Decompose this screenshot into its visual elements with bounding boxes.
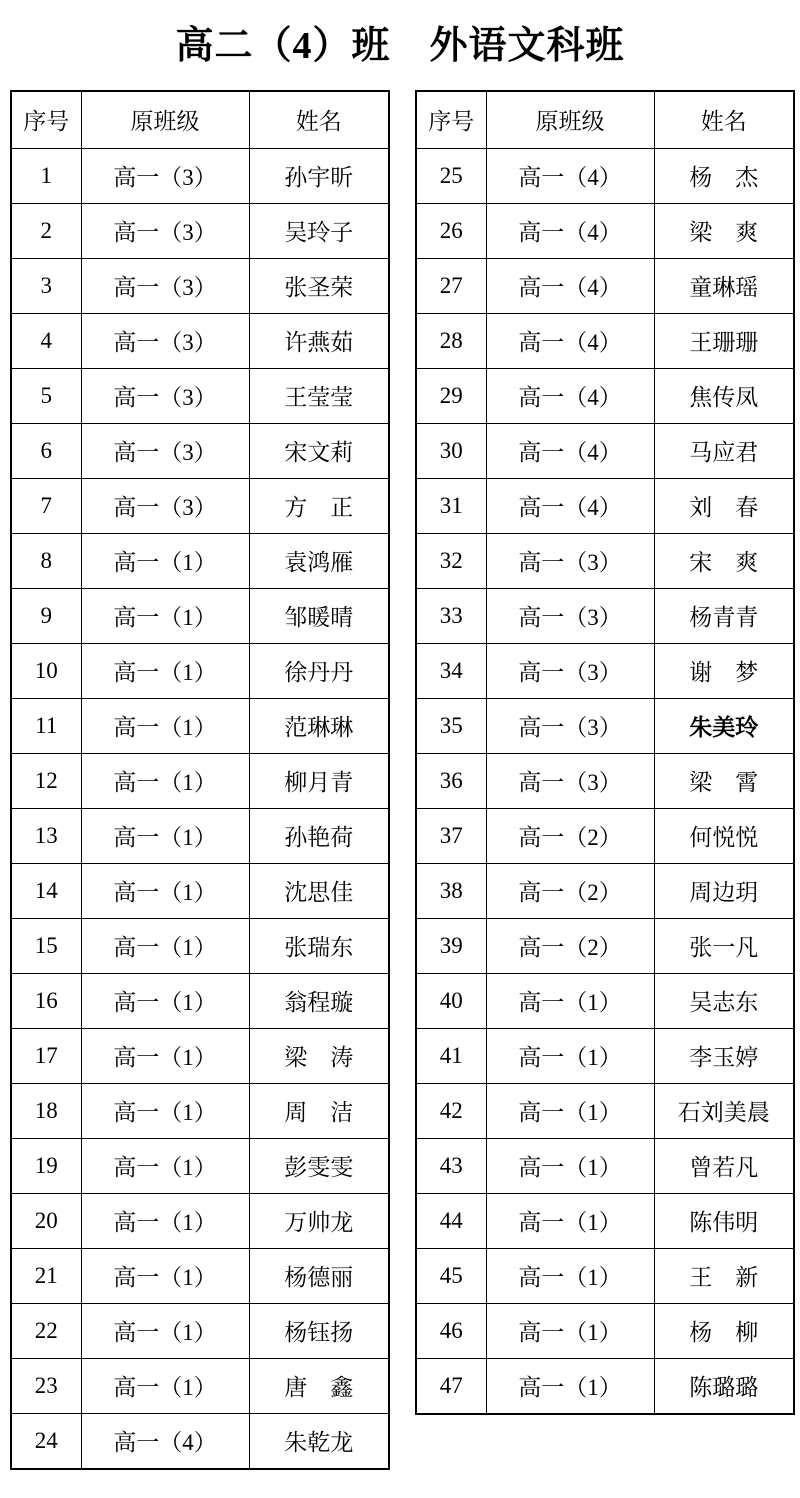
table-row [416, 313, 794, 368]
table-row [416, 973, 794, 1028]
row-number-cell: 3 [11, 258, 81, 313]
orig-class-cell: 高一（3） [486, 588, 654, 643]
row-number-cell: 23 [11, 1358, 81, 1413]
table-row [416, 698, 794, 753]
row-number-cell: 6 [11, 423, 81, 478]
roster-table-left [10, 90, 390, 1470]
orig-class-cell: 高一（3） [81, 148, 249, 203]
name-cell: 沈思佳 [249, 863, 389, 918]
row-number-cell: 27 [416, 258, 486, 313]
column-header: 序号 [416, 91, 486, 149]
name-cell: 杨青青 [654, 588, 794, 643]
orig-class-cell: 高一（1） [81, 918, 249, 973]
orig-class-cell: 高一（4） [486, 368, 654, 423]
table-row [11, 478, 389, 533]
orig-class-cell: 高一（3） [81, 258, 249, 313]
row-number-cell: 28 [416, 313, 486, 368]
row-number-cell: 16 [11, 973, 81, 1028]
row-number-cell: 34 [416, 643, 486, 698]
column-header: 原班级 [486, 91, 654, 149]
table-row [416, 1028, 794, 1083]
table-row [11, 973, 389, 1028]
orig-class-cell: 高一（1） [486, 1248, 654, 1303]
table-row [11, 1028, 389, 1083]
header-row [11, 91, 389, 149]
row-number-cell: 11 [11, 698, 81, 753]
row-number-cell: 29 [416, 368, 486, 423]
row-number-cell: 33 [416, 588, 486, 643]
row-number-cell: 21 [11, 1248, 81, 1303]
row-number-cell: 8 [11, 533, 81, 588]
name-cell: 石刘美晨 [654, 1083, 794, 1138]
table-row [11, 753, 389, 808]
name-cell: 杨 柳 [654, 1303, 794, 1358]
name-cell: 杨 杰 [654, 148, 794, 203]
orig-class-cell: 高一（1） [81, 973, 249, 1028]
table-row [416, 1193, 794, 1248]
table-row [11, 1358, 389, 1413]
orig-class-cell: 高一（1） [81, 1358, 249, 1413]
name-cell: 范琳琳 [249, 698, 389, 753]
orig-class-cell: 高一（3） [81, 368, 249, 423]
orig-class-cell: 高一（4） [486, 203, 654, 258]
row-number-cell: 9 [11, 588, 81, 643]
table-row [11, 1303, 389, 1358]
row-number-cell: 35 [416, 698, 486, 753]
orig-class-cell: 高一（1） [486, 1138, 654, 1193]
row-number-cell: 24 [11, 1413, 81, 1469]
table-row [416, 753, 794, 808]
name-cell: 杨德丽 [249, 1248, 389, 1303]
row-number-cell: 14 [11, 863, 81, 918]
orig-class-cell: 高一（2） [486, 863, 654, 918]
name-cell: 邹暖晴 [249, 588, 389, 643]
row-number-cell: 26 [416, 203, 486, 258]
name-cell: 彭雯雯 [249, 1138, 389, 1193]
row-number-cell: 10 [11, 643, 81, 698]
name-cell: 杨钰扬 [249, 1303, 389, 1358]
page-title: 高二（4）班 外语文科班 [175, 25, 625, 67]
row-number-cell: 18 [11, 1083, 81, 1138]
column-header: 姓名 [654, 91, 794, 149]
table-row [11, 643, 389, 698]
table-row [11, 148, 389, 203]
row-number-cell: 31 [416, 478, 486, 533]
table-row [11, 1083, 389, 1138]
row-number-cell: 22 [11, 1303, 81, 1358]
roster-table-right [415, 90, 795, 1415]
row-number-cell: 1 [11, 148, 81, 203]
name-cell: 吴玲子 [249, 203, 389, 258]
row-number-cell: 36 [416, 753, 486, 808]
table-row [416, 588, 794, 643]
row-number-cell: 2 [11, 203, 81, 258]
orig-class-cell: 高一（3） [486, 698, 654, 753]
orig-class-cell: 高一（4） [486, 313, 654, 368]
row-number-cell: 45 [416, 1248, 486, 1303]
name-cell: 吴志东 [654, 973, 794, 1028]
orig-class-cell: 高一（1） [486, 1193, 654, 1248]
table-row [416, 1248, 794, 1303]
name-cell: 柳月青 [249, 753, 389, 808]
orig-class-cell: 高一（1） [81, 698, 249, 753]
orig-class-cell: 高一（2） [486, 918, 654, 973]
table-row [416, 423, 794, 478]
name-cell: 陈伟明 [654, 1193, 794, 1248]
table-row [416, 478, 794, 533]
name-cell: 宋 爽 [654, 533, 794, 588]
orig-class-cell: 高一（4） [486, 148, 654, 203]
table-row [11, 258, 389, 313]
row-number-cell: 25 [416, 148, 486, 203]
table-row [11, 808, 389, 863]
table-row [11, 368, 389, 423]
orig-class-cell: 高一（1） [81, 643, 249, 698]
table-row [11, 918, 389, 973]
orig-class-cell: 高一（1） [81, 863, 249, 918]
column-header: 姓名 [249, 91, 389, 149]
table-row [11, 698, 389, 753]
table-row [416, 1358, 794, 1414]
row-number-cell: 46 [416, 1303, 486, 1358]
name-cell: 王珊珊 [654, 313, 794, 368]
orig-class-cell: 高一（3） [81, 478, 249, 533]
table-row [416, 368, 794, 423]
table-row [416, 1138, 794, 1193]
table-row [11, 1413, 389, 1469]
name-cell: 翁程璇 [249, 973, 389, 1028]
name-cell: 王 新 [654, 1248, 794, 1303]
name-cell: 何悦悦 [654, 808, 794, 863]
column-header: 原班级 [81, 91, 249, 149]
name-cell: 袁鸿雁 [249, 533, 389, 588]
name-cell: 童琳瑶 [654, 258, 794, 313]
name-cell: 谢 梦 [654, 643, 794, 698]
name-cell: 朱乾龙 [249, 1413, 389, 1469]
table-row [11, 533, 389, 588]
row-number-cell: 42 [416, 1083, 486, 1138]
name-cell: 梁 爽 [654, 203, 794, 258]
row-number-cell: 12 [11, 753, 81, 808]
name-cell: 孙宇昕 [249, 148, 389, 203]
orig-class-cell: 高一（1） [81, 753, 249, 808]
name-cell: 唐 鑫 [249, 1358, 389, 1413]
orig-class-cell: 高一（1） [81, 808, 249, 863]
table-row [416, 203, 794, 258]
table-row [416, 643, 794, 698]
table-row [11, 863, 389, 918]
row-number-cell: 38 [416, 863, 486, 918]
orig-class-cell: 高一（4） [486, 478, 654, 533]
row-number-cell: 37 [416, 808, 486, 863]
name-cell: 张圣荣 [249, 258, 389, 313]
orig-class-cell: 高一（4） [486, 423, 654, 478]
orig-class-cell: 高一（1） [81, 1138, 249, 1193]
name-cell: 方 正 [249, 478, 389, 533]
table-row [416, 258, 794, 313]
name-cell: 张瑞东 [249, 918, 389, 973]
row-number-cell: 19 [11, 1138, 81, 1193]
table-row [11, 203, 389, 258]
row-number-cell: 30 [416, 423, 486, 478]
table-row [11, 313, 389, 368]
orig-class-cell: 高一（3） [81, 203, 249, 258]
row-number-cell: 32 [416, 533, 486, 588]
orig-class-cell: 高一（3） [486, 533, 654, 588]
orig-class-cell: 高一（1） [486, 1303, 654, 1358]
column-header: 序号 [11, 91, 81, 149]
orig-class-cell: 高一（1） [81, 1083, 249, 1138]
row-number-cell: 47 [416, 1358, 486, 1414]
name-cell: 陈璐璐 [654, 1358, 794, 1414]
table-row [416, 533, 794, 588]
table-row [11, 423, 389, 478]
row-number-cell: 13 [11, 808, 81, 863]
table-row [416, 863, 794, 918]
name-cell: 朱美玲 [654, 698, 794, 753]
name-cell: 梁 霄 [654, 753, 794, 808]
orig-class-cell: 高一（4） [486, 258, 654, 313]
roster-tables-container [0, 90, 800, 1470]
orig-class-cell: 高一（1） [81, 1028, 249, 1083]
name-cell: 梁 涛 [249, 1028, 389, 1083]
orig-class-cell: 高一（1） [81, 1248, 249, 1303]
table-row [11, 1193, 389, 1248]
orig-class-cell: 高一（4） [81, 1413, 249, 1469]
orig-class-cell: 高一（1） [486, 1083, 654, 1138]
orig-class-cell: 高一（3） [486, 643, 654, 698]
name-cell: 马应君 [654, 423, 794, 478]
row-number-cell: 20 [11, 1193, 81, 1248]
row-number-cell: 4 [11, 313, 81, 368]
row-number-cell: 17 [11, 1028, 81, 1083]
table-row [416, 1303, 794, 1358]
table-row [11, 1248, 389, 1303]
table-row [416, 808, 794, 863]
name-cell: 徐丹丹 [249, 643, 389, 698]
name-cell: 焦传凤 [654, 368, 794, 423]
name-cell: 曾若凡 [654, 1138, 794, 1193]
orig-class-cell: 高一（3） [486, 753, 654, 808]
orig-class-cell: 高一（1） [81, 588, 249, 643]
name-cell: 周边玥 [654, 863, 794, 918]
orig-class-cell: 高一（1） [81, 1303, 249, 1358]
table-row [416, 918, 794, 973]
header-row [416, 91, 794, 149]
orig-class-cell: 高一（3） [81, 423, 249, 478]
name-cell: 万帅龙 [249, 1193, 389, 1248]
row-number-cell: 41 [416, 1028, 486, 1083]
orig-class-cell: 高一（1） [486, 1358, 654, 1414]
name-cell: 宋文莉 [249, 423, 389, 478]
name-cell: 刘 春 [654, 478, 794, 533]
name-cell: 孙艳荷 [249, 808, 389, 863]
name-cell: 王莹莹 [249, 368, 389, 423]
name-cell: 许燕茹 [249, 313, 389, 368]
row-number-cell: 43 [416, 1138, 486, 1193]
orig-class-cell: 高一（3） [81, 313, 249, 368]
row-number-cell: 7 [11, 478, 81, 533]
orig-class-cell: 高一（1） [486, 973, 654, 1028]
orig-class-cell: 高一（1） [81, 533, 249, 588]
row-number-cell: 15 [11, 918, 81, 973]
table-row [416, 148, 794, 203]
row-number-cell: 39 [416, 918, 486, 973]
orig-class-cell: 高一（1） [486, 1028, 654, 1083]
name-cell: 张一凡 [654, 918, 794, 973]
row-number-cell: 44 [416, 1193, 486, 1248]
row-number-cell: 40 [416, 973, 486, 1028]
table-row [11, 588, 389, 643]
name-cell: 李玉婷 [654, 1028, 794, 1083]
row-number-cell: 5 [11, 368, 81, 423]
orig-class-cell: 高一（2） [486, 808, 654, 863]
orig-class-cell: 高一（1） [81, 1193, 249, 1248]
table-row [11, 1138, 389, 1193]
table-row [416, 1083, 794, 1138]
name-cell: 周 洁 [249, 1083, 389, 1138]
